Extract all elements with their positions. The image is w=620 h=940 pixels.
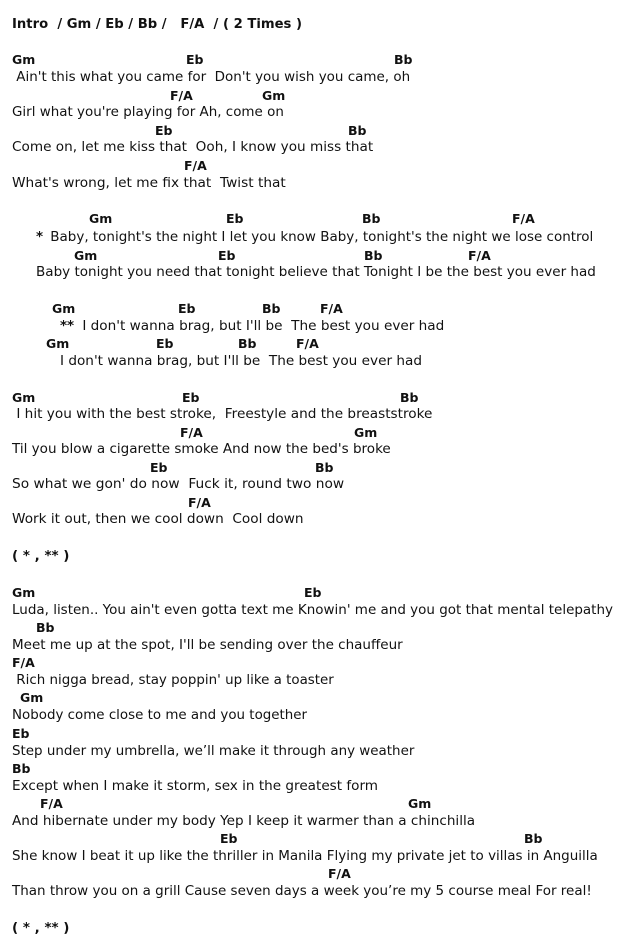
lyric-line: Come on, let me kiss that Ooh, I know you miss that <box>12 139 374 155</box>
chord: Eb <box>12 726 30 741</box>
lyric-line: Til you blow a cigarette smoke And now the bed's broke <box>12 441 391 457</box>
lyric-line: What's wrong, let me fix that Twist that <box>12 175 286 191</box>
lyric-line: I hit you with the best stroke, Freestyle and the breaststroke <box>12 406 433 422</box>
chord: Eb <box>220 831 238 846</box>
lyric-line: Baby tonight you need that tonight believe that Tonight I be the best you ever had <box>36 264 596 280</box>
chord: Bb <box>262 301 281 316</box>
chord: Gm <box>12 585 36 600</box>
chord: Eb <box>156 336 174 351</box>
chord: F/A <box>184 158 207 173</box>
chord: Eb <box>182 390 200 405</box>
chord: Bb <box>238 336 257 351</box>
chord: Bb <box>362 211 381 226</box>
lyric-line: And hibernate under my body Yep I keep it warmer than a chinchilla <box>12 813 476 829</box>
lyric-line: Girl what you're playing for Ah, come on <box>12 104 284 120</box>
chord: Bb <box>315 460 334 475</box>
lyric-line: I don't wanna brag, but I'll be The best you ever had <box>78 318 445 334</box>
intro-line: Intro / Gm / Eb / Bb / F/A / ( 2 Times ) <box>12 16 302 32</box>
chorus-marker: * <box>36 229 44 245</box>
lyric-line: Rich nigga bread, stay poppin' up like a toaster <box>12 672 334 688</box>
chord: F/A <box>40 796 63 811</box>
chord: Bb <box>36 620 55 635</box>
lyric-line: So what we gon' do now Fuck it, round two now <box>12 476 345 492</box>
chord: Gm <box>408 796 432 811</box>
repeat-marker: ( * , ** ) <box>12 920 70 936</box>
chord: Eb <box>178 301 196 316</box>
chord: Eb <box>226 211 244 226</box>
chord: Bb <box>524 831 543 846</box>
lyric-line: I don't wanna brag, but I'll be The best you ever had <box>60 353 422 369</box>
repeat-marker: ( * , ** ) <box>12 548 70 564</box>
lyric-line: Step under my umbrella, we’ll make it through any weather <box>12 743 415 759</box>
chord: F/A <box>12 655 35 670</box>
chord: Gm <box>20 690 44 705</box>
chord: Bb <box>394 52 413 67</box>
chord: Eb <box>186 52 204 67</box>
lyric-line: Than throw you on a grill Cause seven days a week you’re my 5 course meal For real! <box>12 883 592 899</box>
chord: Gm <box>46 336 70 351</box>
lyric-line: Luda, listen.. You ain't even gotta text me Knowin' me and you got that mental telepathy <box>12 602 613 618</box>
lyric-line: Except when I make it storm, sex in the greatest form <box>12 778 379 794</box>
chord: Bb <box>364 248 383 263</box>
chord: Bb <box>348 123 367 138</box>
chord: Gm <box>89 211 113 226</box>
lyric-line: Baby, tonight's the night I let you know Baby, tonight's the night we lose control <box>46 229 594 245</box>
chord: Eb <box>155 123 173 138</box>
chord: Gm <box>12 390 36 405</box>
chord: Gm <box>12 52 36 67</box>
chord: F/A <box>512 211 535 226</box>
chord: F/A <box>188 495 211 510</box>
chord: Eb <box>304 585 322 600</box>
chorus-marker: ** <box>60 318 75 334</box>
chord: Eb <box>218 248 236 263</box>
chord: Gm <box>52 301 76 316</box>
lyric-line: She know I beat it up like the thriller in Manila Flying my private jet to villas in Anguilla <box>12 848 598 864</box>
chord: F/A <box>180 425 203 440</box>
chord: F/A <box>328 866 351 881</box>
chord: Eb <box>150 460 168 475</box>
chord: Gm <box>354 425 378 440</box>
chord: Gm <box>74 248 98 263</box>
chord: F/A <box>320 301 343 316</box>
chord: Bb <box>12 761 31 776</box>
chord: F/A <box>170 88 193 103</box>
chord: F/A <box>296 336 319 351</box>
chord: F/A <box>468 248 491 263</box>
chord: Bb <box>400 390 419 405</box>
lyric-line: Ain't this what you came for Don't you wish you came, oh <box>12 69 411 85</box>
chord: Gm <box>262 88 286 103</box>
lyric-line: Nobody come close to me and you together <box>12 707 308 723</box>
lyric-line: Meet me up at the spot, I'll be sending over the chauffeur <box>12 637 403 653</box>
lyric-line: Work it out, then we cool down Cool down <box>12 511 304 527</box>
